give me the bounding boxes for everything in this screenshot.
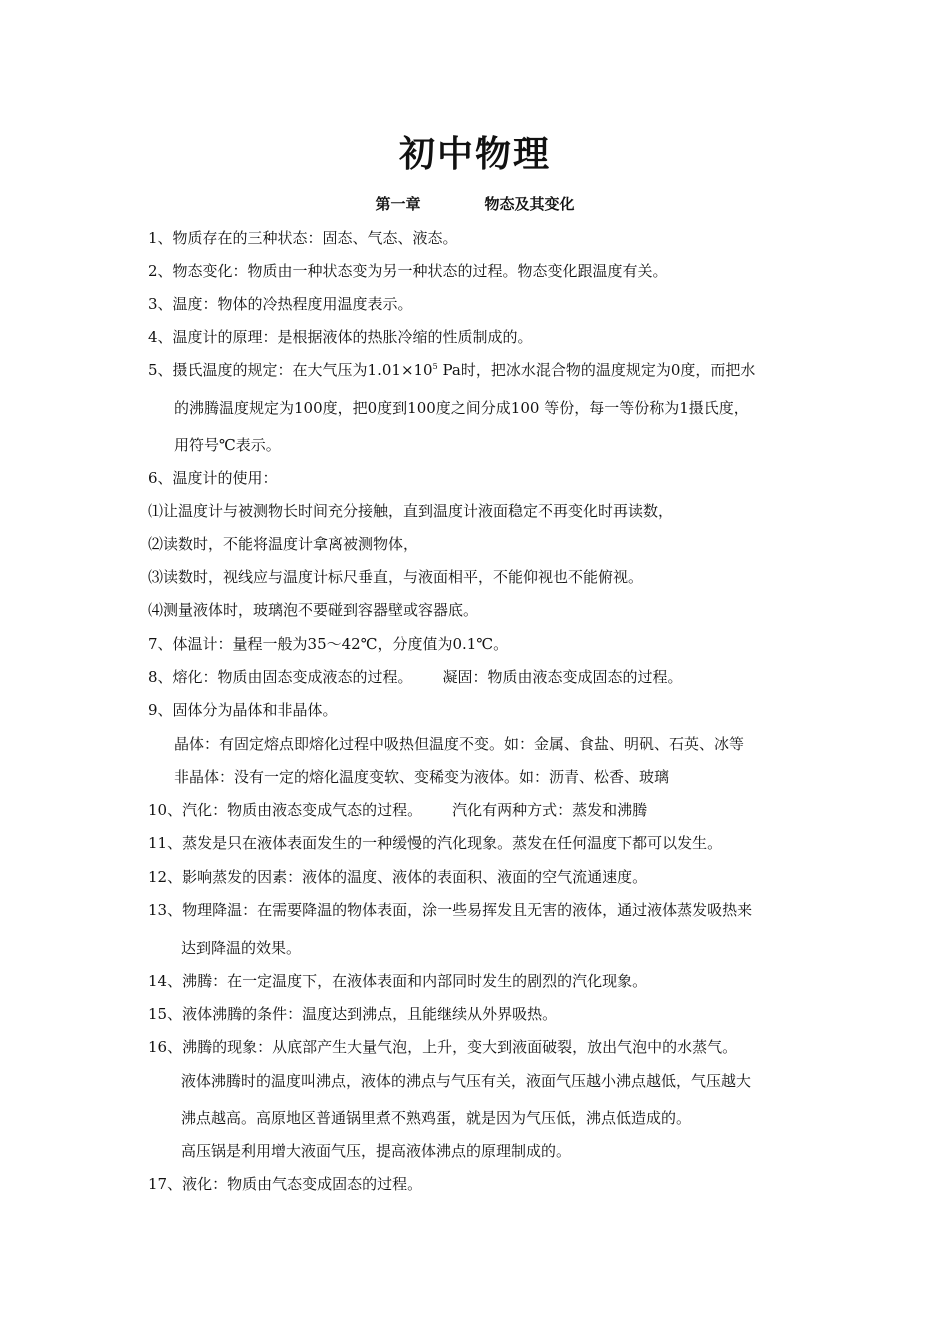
text-line: 2、物态变化：物质由一种状态变为另一种状态的过程。物态变化跟温度有关。	[148, 262, 668, 280]
text-line: 9、固体分为晶体和非晶体。	[148, 701, 338, 719]
text-line: 用符号℃表示。	[174, 436, 281, 454]
text-line: 液体沸腾时的温度叫沸点，液体的沸点与气压有关，液面气压越小沸点越低，气压越大	[181, 1072, 752, 1090]
text-line: 的沸腾温度规定为100度，把0度到100度之间分成100 等份，每一等份称为1摄氏度，	[174, 399, 749, 417]
text-line: 6、温度计的使用：	[148, 469, 278, 487]
text-line: 12、影响蒸发的因素：液体的温度、液体的表面积、液面的空气流通速度。	[148, 868, 648, 886]
text-line: 高压锅是利用增大液面气压，提高液体沸点的原理制成的。	[181, 1142, 572, 1160]
text-line: 3、温度：物体的冷热程度用温度表示。	[148, 295, 413, 313]
text-line: 16、沸腾的现象：从底部产生大量气泡，上升，变大到液面破裂，放出气泡中的水蒸气。	[148, 1038, 738, 1056]
text-line: 15、液体沸腾的条件：温度达到沸点，且能继续从外界吸热。	[148, 1005, 558, 1023]
text-line: 14、沸腾：在一定温度下，在液体表面和内部同时发生的剧烈的汽化现象。	[148, 972, 648, 990]
text-line: 13、物理降温：在需要降温的物体表面，涂一些易挥发且无害的液体，通过液体蒸发吸热来	[148, 901, 753, 919]
text-line: 5、摄氏温度的规定：在大气压为$1.01\times 10^5$ Pa时，把冰水混合物的温度规定为0度，而把水	[148, 361, 756, 379]
text-line: 1、物质存在的三种状态：固态、气态、液态。	[148, 229, 458, 247]
text-line: ⑴让温度计与被测物长时间充分接触，直到温度计液面稳定不再变化时再读数，	[148, 502, 674, 520]
chapter-name: 物态及其变化	[484, 195, 575, 213]
chapter-number: 第一章	[375, 195, 421, 213]
text-line: 7、体温计：量程一般为35～42℃，分度值为0.1℃。	[148, 635, 509, 653]
text-line: 晶体：有固定熔点即熔化过程中吸热但温度不变。如：金属、食盐、明矾、石英、冰等	[174, 735, 745, 753]
text-line: ⑷测量液体时，玻璃泡不要碰到容器壁或容器底。	[148, 601, 479, 619]
text-line: 11、蒸发是只在液体表面发生的一种缓慢的汽化现象。蒸发在任何温度下都可以发生。	[148, 834, 723, 852]
text-line: 沸点越高。高原地区普通锅里煮不熟鸡蛋，就是因为气压低，沸点低造成的。	[181, 1109, 692, 1127]
text-line: 达到降温的效果。	[181, 939, 302, 957]
text-line: 8、熔化：物质由固态变成液态的过程。 凝固：物质由液态变成固态的过程。	[148, 668, 683, 686]
text-line: ⑶读数时，视线应与温度计标尺垂直，与液面相平，不能仰视也不能俯视。	[148, 568, 644, 586]
text-line: ⑵读数时，不能将温度计拿离被测物体，	[148, 535, 419, 553]
text-line: 10、汽化：物质由液态变成气态的过程。 汽化有两种方式：蒸发和沸腾	[148, 801, 648, 819]
text-line: 4、温度计的原理：是根据液体的热胀冷缩的性质制成的。	[148, 328, 533, 346]
text-line: 非晶体：没有一定的熔化温度变软、变稀变为液体。如：沥青、松香、玻璃	[174, 768, 670, 786]
text-line: 17、液化：物质由气态变成固态的过程。	[148, 1175, 423, 1193]
document-title: 初中物理	[398, 134, 551, 175]
chapter-heading	[0, 193, 950, 214]
